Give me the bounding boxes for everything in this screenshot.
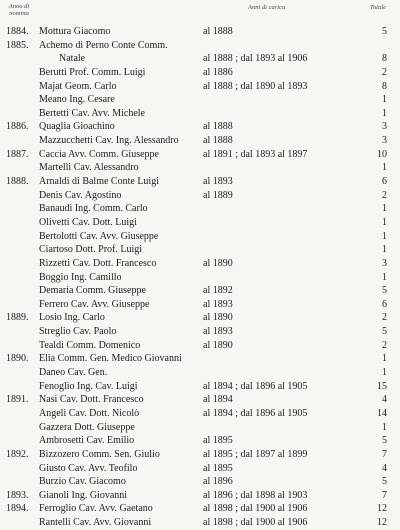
table-row	[0, 502, 400, 516]
row-years-in-office: al 1888	[203, 135, 233, 147]
row-name: Angeli Cav. Dott. Nicolò	[39, 407, 140, 419]
table-row	[0, 107, 400, 121]
row-name: Bizzozero Comm. Sen. Giulio	[39, 448, 160, 460]
row-name: Banaudi Ing. Comm. Carlo	[39, 203, 148, 215]
row-year: 1885.	[6, 39, 29, 51]
row-name: Natale	[59, 53, 86, 65]
row-year: 1884.	[6, 26, 29, 37]
table-row	[0, 462, 400, 476]
row-years-in-office: al 1893	[203, 326, 233, 338]
row-total: 5	[382, 285, 387, 297]
table-row	[0, 339, 400, 353]
row-name: Ferrero Cav. Avv. Giuseppe	[39, 298, 150, 310]
row-name: Nasi Cav. Dott. Francesco	[39, 394, 144, 406]
table-row	[0, 230, 400, 244]
row-name: Tealdi Comm. Domenico	[39, 339, 141, 351]
row-name: Rantelli Cav. Avv. Giovanni	[39, 517, 152, 529]
row-name: Quaglia Gioachino	[39, 121, 115, 133]
row-name: Streglio Cav. Paolo	[39, 326, 117, 338]
row-year: 1893.	[6, 489, 29, 501]
row-year: 1890.	[6, 353, 29, 365]
table-row	[0, 52, 400, 66]
row-years-in-office: al 1896 ; dal 1898 al 1903	[203, 489, 308, 501]
row-total: 6	[382, 298, 387, 310]
table-row	[0, 161, 400, 175]
table-row	[0, 434, 400, 448]
row-years-in-office: al 1889	[203, 189, 233, 201]
row-years-in-office: al 1894	[203, 394, 233, 406]
table-row	[0, 39, 400, 53]
row-total: 3	[382, 121, 387, 133]
row-years-in-office: al 1895	[203, 435, 233, 447]
table-row	[0, 120, 400, 134]
row-years-in-office: al 1888	[203, 121, 233, 133]
table-row	[0, 352, 400, 366]
row-years-in-office: al 1894 ; dal 1896 al 1905	[203, 380, 308, 392]
row-name: Fenoglio Ing. Cav. Luigi	[39, 380, 138, 392]
row-total: 2	[382, 189, 387, 201]
column-header-total: Totale	[370, 4, 387, 11]
row-total: 1	[382, 203, 387, 215]
row-total: 1	[382, 230, 387, 242]
table-row	[0, 366, 400, 380]
row-name: Losio Ing. Carlo	[39, 312, 105, 324]
row-years-in-office: al 1886	[203, 66, 233, 78]
row-name: Giusto Cav. Avv. Teofilo	[39, 462, 138, 474]
table-row	[0, 325, 400, 339]
register-table	[0, 25, 400, 530]
column-header-years: Anni di carica	[248, 4, 286, 11]
row-name: Caccia Avv. Comm. Giuseppe	[39, 148, 159, 160]
row-total: 1	[382, 353, 387, 365]
row-name: Ciartoso Dott. Prof. Luigi	[39, 244, 143, 256]
row-name: Ferroglio Cav. Avv. Gaetano	[39, 503, 153, 515]
row-name: Gazzera Dott. Giuseppe	[39, 421, 135, 433]
table-row	[0, 311, 400, 325]
row-name: Bertetti Cav. Avv. Michele	[39, 107, 145, 119]
row-years-in-office: al 1893	[203, 298, 233, 310]
row-year: 1887.	[6, 148, 29, 160]
row-years-in-office: al 1888 ; dal 1893 al 1906	[203, 53, 308, 65]
row-name: Mazzucchetti Cav. Ing. Alessandro	[39, 135, 179, 147]
row-name: Ambrosetti Cav. Emilio	[39, 435, 135, 447]
row-total: 8	[382, 80, 387, 92]
table-row	[0, 189, 400, 203]
row-name: Elia Comm. Gen. Medico Giovanni	[39, 353, 182, 365]
row-total: 12	[377, 517, 387, 529]
row-total: 2	[382, 66, 387, 78]
row-total: 1	[382, 367, 387, 379]
row-total: 10	[377, 148, 387, 160]
table-row	[0, 257, 400, 271]
table-row	[0, 80, 400, 94]
row-total: 1	[382, 271, 387, 283]
row-total: 5	[382, 476, 387, 488]
row-total: 2	[382, 339, 387, 351]
row-years-in-office: al 1898 ; dal 1900 al 1906	[203, 503, 308, 515]
table-row	[0, 243, 400, 257]
row-years-in-office: al 1890	[203, 339, 233, 351]
table-row	[0, 489, 400, 503]
table-row	[0, 421, 400, 435]
row-total: 2	[382, 312, 387, 324]
row-total: 1	[382, 216, 387, 228]
row-total: 1	[382, 107, 387, 119]
row-name: Demaria Comm. Giuseppe	[39, 285, 146, 297]
row-total: 5	[382, 26, 387, 37]
row-year: 1894.	[6, 503, 29, 515]
row-total: 12	[377, 503, 387, 515]
row-year: 1889.	[6, 312, 29, 324]
table-row	[0, 298, 400, 312]
table-row	[0, 448, 400, 462]
table-row	[0, 284, 400, 298]
table-row	[0, 93, 400, 107]
row-total: 5	[382, 326, 387, 338]
row-years-in-office: al 1892	[203, 285, 233, 297]
row-total: 7	[382, 448, 387, 460]
column-header-year: Anno di nomina	[8, 3, 30, 17]
row-year: 1892.	[6, 448, 29, 460]
row-name: Berutti Prof. Comm. Luigi	[39, 66, 146, 78]
table-row	[0, 66, 400, 80]
row-name: Meano Ing. Cesare	[39, 94, 115, 106]
row-name: Denis Cav. Agostino	[39, 189, 122, 201]
row-name: Majat Geom. Carlo	[39, 80, 117, 92]
row-years-in-office: al 1888 ; dal 1890 al 1893	[203, 80, 308, 92]
row-total: 6	[382, 176, 387, 188]
row-total: 5	[382, 435, 387, 447]
row-name: Martelli Cav. Alessandro	[39, 162, 139, 174]
row-year: 1891.	[6, 394, 29, 406]
row-years-in-office: al 1896	[203, 476, 233, 488]
table-row	[0, 216, 400, 230]
row-name: Rizzetti Cav. Dott. Francesco	[39, 257, 157, 269]
table-row	[0, 380, 400, 394]
row-total: 1	[382, 162, 387, 174]
row-total: 7	[382, 489, 387, 501]
table-row	[0, 175, 400, 189]
row-total: 1	[382, 244, 387, 256]
row-total: 14	[377, 407, 387, 419]
row-years-in-office: al 1888	[203, 26, 233, 37]
table-row	[0, 393, 400, 407]
row-name: Gianoli Ing. Giovanni	[39, 489, 128, 501]
row-year: 1888.	[6, 176, 29, 188]
row-total: 3	[382, 135, 387, 147]
row-name: Bertolotti Cav. Avv. Giuseppe	[39, 230, 159, 242]
table-row	[0, 25, 400, 39]
table-row	[0, 134, 400, 148]
row-years-in-office: al 1895	[203, 462, 233, 474]
row-name: Achemo di Perno Conte Comm.	[39, 39, 168, 51]
row-years-in-office: al 1894 ; dal 1896 al 1905	[203, 407, 308, 419]
row-name: Boggio Ing. Camillo	[39, 271, 122, 283]
row-total: 4	[382, 394, 387, 406]
row-name: Arnaldi di Balme Conte Luigi	[39, 176, 159, 188]
table-row	[0, 202, 400, 216]
table-row	[0, 407, 400, 421]
row-years-in-office: al 1895 ; dal 1897 al 1899	[203, 448, 308, 460]
row-total: 1	[382, 94, 387, 106]
table-row	[0, 516, 400, 530]
row-years-in-office: al 1898 ; dal 1900 al 1906	[203, 517, 308, 529]
row-year: 1886.	[6, 121, 29, 133]
row-years-in-office: al 1893	[203, 176, 233, 188]
table-row	[0, 475, 400, 489]
row-total: 4	[382, 462, 387, 474]
row-name: Burzio Cav. Giacomo	[39, 476, 126, 488]
row-total: 1	[382, 421, 387, 433]
row-name: Daneo Cav. Gen.	[39, 367, 108, 379]
row-total: 8	[382, 53, 387, 65]
row-years-in-office: al 1890	[203, 257, 233, 269]
row-total: 3	[382, 257, 387, 269]
table-row	[0, 271, 400, 285]
row-name: Olivetti Cav. Dott. Luigi	[39, 216, 137, 228]
row-name: Mottura Giacomo	[39, 26, 111, 37]
row-years-in-office: al 1890	[203, 312, 233, 324]
table-row	[0, 148, 400, 162]
row-total: 15	[377, 380, 387, 392]
row-years-in-office: al 1891 ; dal 1893 al 1897	[203, 148, 308, 160]
